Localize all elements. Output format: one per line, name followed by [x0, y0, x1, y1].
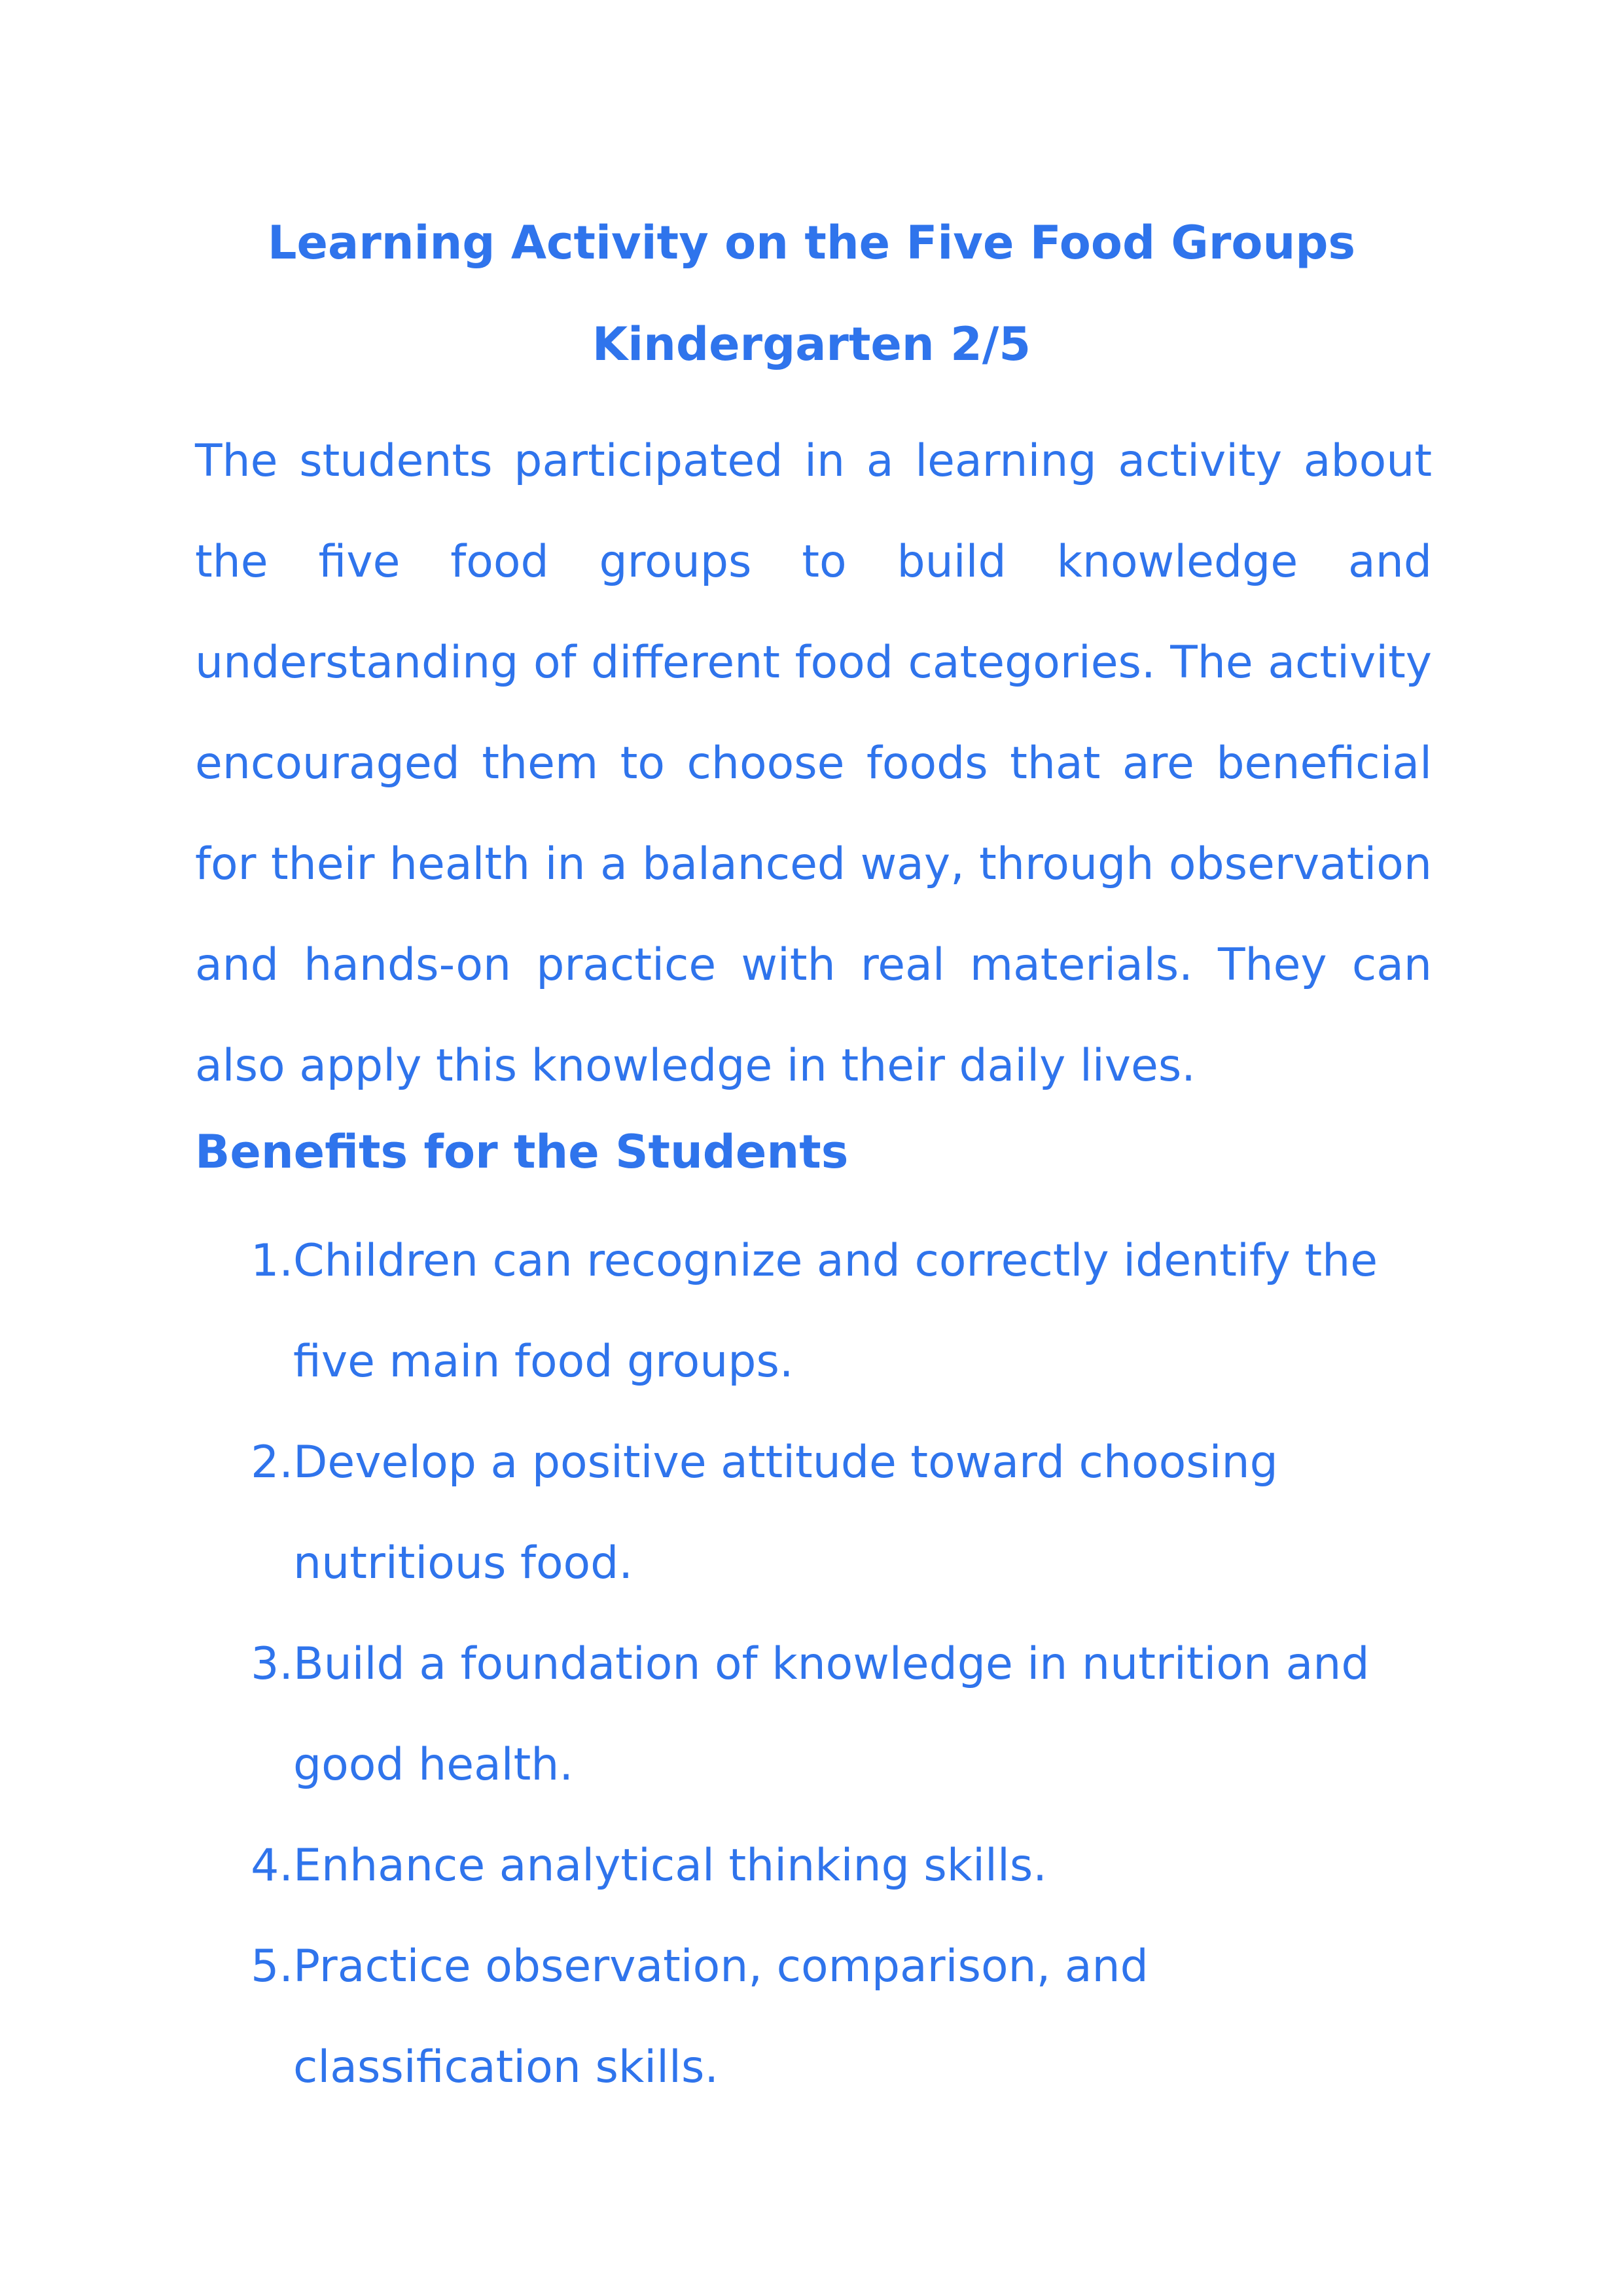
- paragraph-line: also apply this knowledge in their daily lives.: [195, 1040, 1196, 1092]
- benefit-text: [293, 1412, 1445, 1614]
- benefit-line: Build a foundation of knowledge in nutrition and: [293, 1638, 1370, 1690]
- paragraph-line: encouraged them to choose foods that are beneficial: [195, 738, 1432, 789]
- benefit-line: nutritious food.: [293, 1537, 633, 1589]
- benefit-number: 5.: [251, 1941, 293, 1992]
- benefit-line: five main food groups.: [293, 1336, 794, 1388]
- paragraph-line: The students participated in a learning activity about: [195, 435, 1432, 487]
- document-subtitle: Kindergarten 2/5: [592, 317, 1031, 371]
- paragraph-line: the five food groups to build knowledge and: [195, 536, 1432, 588]
- paragraph-line: for their health in a balanced way, through observation: [195, 838, 1432, 890]
- benefit-line: Practice observation, comparison, and: [293, 1941, 1149, 1992]
- benefit-text: [293, 1614, 1445, 1816]
- benefit-number: 3.: [251, 1638, 293, 1690]
- benefit-line: Develop a positive attitude toward choosing: [293, 1437, 1278, 1488]
- benefit-number: 1.: [251, 1235, 293, 1287]
- paragraph-line: and hands-on practice with real materials. They can: [195, 939, 1432, 991]
- benefits-heading: Benefits for the Students: [195, 1125, 849, 1179]
- benefit-number: 2.: [251, 1437, 293, 1488]
- benefit-item: [195, 1816, 1438, 1916]
- benefit-number: 4.: [251, 1840, 293, 1892]
- intro-paragraph: [195, 411, 1432, 1117]
- benefit-line: Children can recognize and correctly identify the: [293, 1235, 1378, 1287]
- benefit-item: [195, 1412, 1438, 1614]
- benefits-list: [195, 1211, 1438, 2118]
- benefit-text: [293, 1916, 1445, 2118]
- benefit-item: [195, 1614, 1438, 1816]
- benefit-line: classification skills.: [293, 2041, 719, 2093]
- benefit-text: [293, 1816, 1445, 1916]
- benefit-text: [293, 1211, 1445, 1412]
- benefit-item: [195, 1916, 1438, 2118]
- document-title: Learning Activity on the Five Food Groups: [267, 216, 1356, 270]
- paragraph-line: understanding of different food categories. The activity: [195, 637, 1432, 689]
- benefit-line: Enhance analytical thinking skills.: [293, 1840, 1047, 1892]
- benefit-item: [195, 1211, 1438, 1412]
- benefit-line: good health.: [293, 1739, 574, 1791]
